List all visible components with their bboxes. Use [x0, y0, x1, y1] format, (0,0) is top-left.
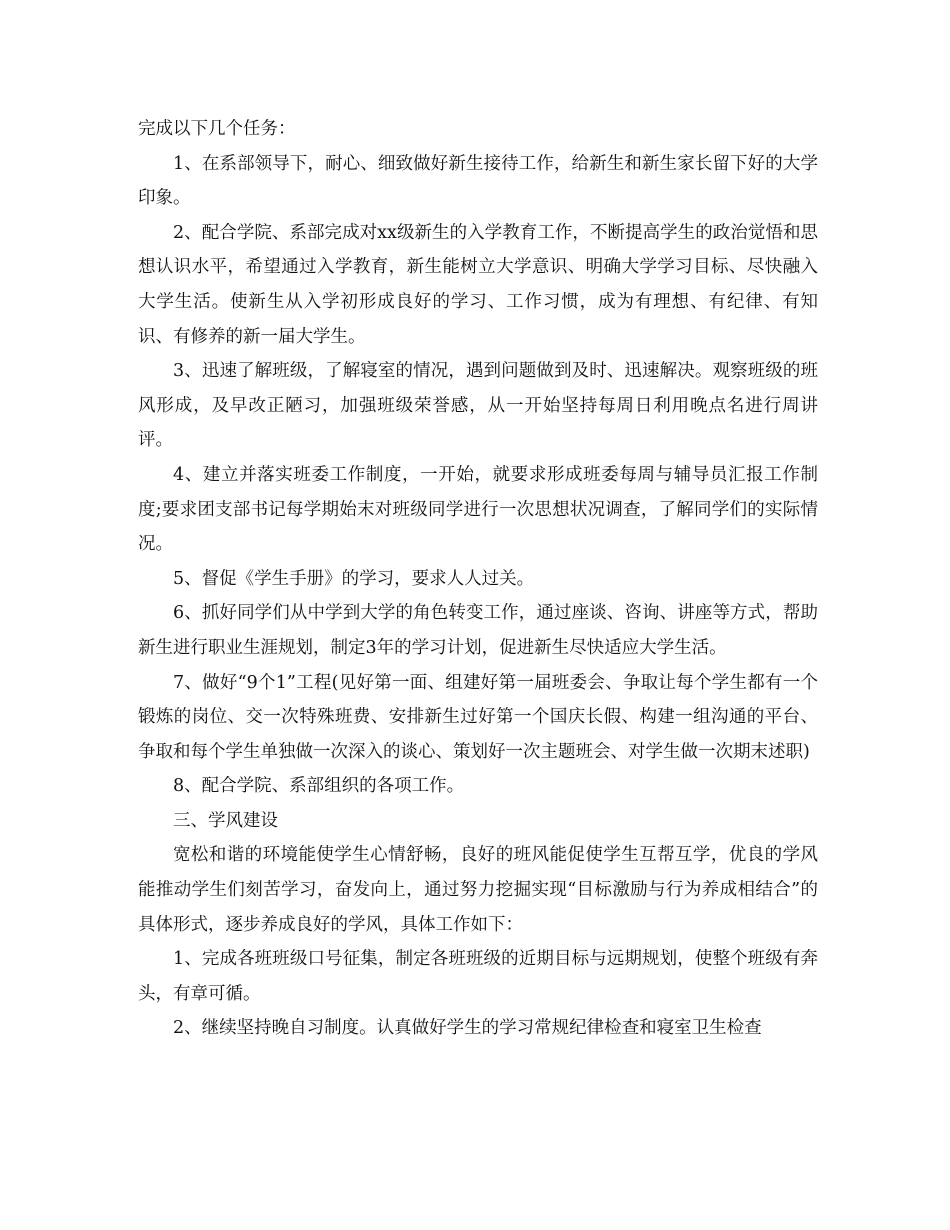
paragraph-task-1: 1、在系部领导下，耐心、细致做好新生接待工作，给新生和新生家长留下好的大学印象。: [138, 153, 818, 209]
paragraph-study-style-intro: 宽松和谐的环境能使学生心情舒畅，良好的班风能促使学生互帮互学，优良的学风能推动学生们刻苦学习，奋发向上，通过努力挖掘实现“目标激励与行为养成相结合”的具体形式，逐步养成良好的学风，具体工作如下：: [138, 845, 818, 935]
paragraph-task-8: 8、配合学院、系部组织的各项工作。: [173, 776, 465, 797]
paragraph-study-item-2: 2、继续坚持晚自习制度。认真做好学生的学习常规纪律检查和寝室卫生检查: [173, 1018, 762, 1039]
paragraph-task-6: 6、抓好同学们从中学到大学的角色转变工作，通过座谈、咨询、讲座等方式，帮助新生进行职业生涯规划，制定3年的学习计划，促进新生尽快适应大学生活。: [138, 603, 818, 658]
paragraph-study-item-1: 1、完成各班班级口号征集，制定各班班级的近期目标与远期规划，使整个班级有奔头，有章可循。: [138, 949, 818, 1004]
paragraph-task-7: 7、做好“9个1”工程(见好第一面、组建好第一届班委会、争取让每个学生都有一个锻炼的岗位、交一次特殊班费、安排新生过好第一个国庆长假、构建一组沟通的平台、争取和每个学生单独做一次深入的谈心、策划好一次主题班会、对学生做一次期末述职): [138, 672, 818, 762]
paragraph-task-2: 2、配合学院、系部完成对xx级新生的入学教育工作，不断提高学生的政治觉悟和思想认识水平，希望通过入学教育，新生能树立大学意识、明确大学学习目标、尽快融入大学生活。使新生从入学初形成良好的学习、工作习惯，成为有理想、有纪律、有知识、有修养的新一届大学生。: [138, 222, 818, 347]
paragraph-task-4: 4、建立并落实班委工作制度，一开始，就要求形成班委每周与辅导员汇报工作制度;要求团支部书记每学期始末对班级同学进行一次思想状况调查，了解同学们的实际情况。: [138, 464, 818, 555]
section-heading-study-style: 三、学风建设: [173, 810, 278, 831]
paragraph-task-3: 3、迅速了解班级，了解寝室的情况，遇到问题做到及时、迅速解决。观察班级的班风形成，及早改正陋习，加强班级荣誉感，从一开始坚持每周日利用晚点名进行周讲评。: [138, 361, 818, 451]
document-body: [138, 112, 818, 1046]
paragraph-intro: 完成以下几个任务：: [138, 119, 296, 139]
paragraph-task-5: 5、督促《学生手册》的学习，要求人人过关。: [173, 568, 535, 589]
